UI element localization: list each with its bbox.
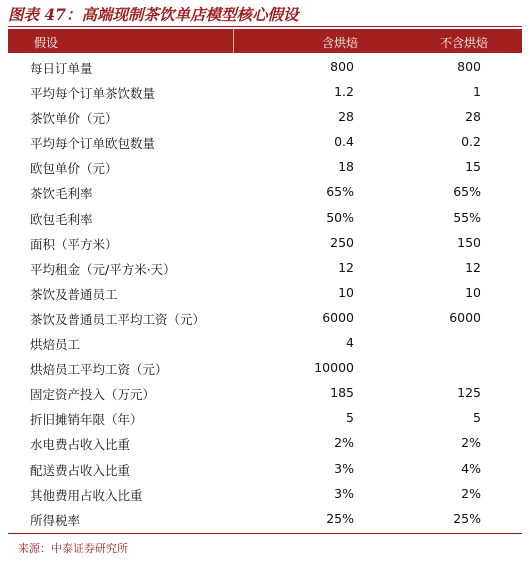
table-row (8, 129, 522, 154)
table-row (8, 205, 522, 230)
table-row (8, 280, 522, 305)
with-bakery-value-cell: 3% (334, 485, 354, 501)
with-bakery-value-cell: 12 (338, 259, 354, 275)
assumption-name-cell: 平均每个订单欧包数量 (30, 136, 156, 152)
table-row (8, 430, 522, 455)
table-body (8, 54, 522, 531)
table-row (8, 255, 522, 280)
with-bakery-value-cell: 2% (334, 435, 354, 451)
table-row (8, 305, 522, 330)
table-row (8, 330, 522, 355)
without-bakery-value-cell: 65% (453, 184, 481, 200)
source-note: 来源：中泰证券研究所 (18, 542, 128, 555)
with-bakery-value-cell: 250 (330, 234, 354, 250)
table-row (8, 54, 522, 79)
table-header (8, 29, 522, 53)
with-bakery-value-cell: 1.2 (334, 84, 354, 100)
header-with-bakery: 含烘焙 (321, 36, 358, 50)
without-bakery-value-cell: 150 (457, 234, 481, 250)
assumption-name-cell: 烘焙员工 (30, 337, 81, 353)
without-bakery-value-cell: 25% (453, 510, 481, 526)
without-bakery-value-cell: 55% (453, 209, 481, 225)
without-bakery-value-cell: 15 (465, 159, 481, 175)
without-bakery-value-cell: 0.2 (461, 134, 481, 150)
with-bakery-value-cell: 185 (330, 385, 354, 401)
table-row (8, 179, 522, 204)
without-bakery-value-cell: 10 (465, 284, 481, 300)
without-bakery-value-cell: 6000 (449, 309, 481, 325)
with-bakery-value-cell: 18 (338, 159, 354, 175)
figure-title: 图表 47：高端现制茶饮单店模型核心假设 (8, 5, 299, 24)
header-assumption: 假设 (34, 36, 59, 50)
header-divider (233, 29, 234, 53)
table-row (8, 380, 522, 405)
table-row (8, 104, 522, 129)
header-without-bakery: 不含烘焙 (439, 36, 488, 50)
assumption-name-cell: 平均每个订单茶饮数量 (30, 86, 156, 102)
assumption-name-cell: 面积（平方米） (30, 236, 118, 252)
table-row (8, 355, 522, 380)
with-bakery-value-cell: 65% (326, 184, 354, 200)
with-bakery-value-cell: 3% (334, 460, 354, 476)
assumption-name-cell: 欧包毛利率 (30, 211, 93, 227)
table-bottom-divider (8, 533, 522, 534)
without-bakery-value-cell: 4% (461, 460, 481, 476)
assumption-name-cell: 配送费占收入比重 (30, 462, 131, 478)
with-bakery-value-cell: 25% (326, 510, 354, 526)
without-bakery-value-cell: 125 (457, 385, 481, 401)
assumption-name-cell: 茶饮单价（元） (30, 111, 118, 127)
assumption-name-cell: 烘焙员工平均工资（元） (30, 362, 168, 378)
with-bakery-value-cell: 6000 (322, 309, 354, 325)
table-row (8, 481, 522, 506)
with-bakery-value-cell: 10000 (314, 360, 354, 376)
without-bakery-value-cell: 1 (473, 84, 481, 100)
with-bakery-value-cell: 28 (338, 109, 354, 125)
without-bakery-value-cell: 2% (461, 485, 481, 501)
table-row (8, 456, 522, 481)
without-bakery-value-cell: 5 (473, 410, 481, 426)
with-bakery-value-cell: 50% (326, 209, 354, 225)
assumption-name-cell: 茶饮及普通员工平均工资（元） (30, 311, 206, 327)
assumption-name-cell: 水电费占收入比重 (30, 437, 131, 453)
assumption-name-cell: 欧包单价（元） (30, 161, 118, 177)
with-bakery-value-cell: 800 (330, 59, 354, 74)
assumption-name-cell: 所得税率 (30, 512, 81, 528)
without-bakery-value-cell: 28 (465, 109, 481, 125)
assumption-name-cell: 每日订单量 (30, 61, 93, 76)
table-row (8, 79, 522, 104)
assumption-name-cell: 茶饮及普通员工 (30, 286, 118, 302)
with-bakery-value-cell: 5 (346, 410, 354, 426)
title-divider (8, 26, 522, 27)
with-bakery-value-cell: 10 (338, 284, 354, 300)
table-row (8, 230, 522, 255)
assumption-name-cell: 固定资产投入（万元） (30, 387, 156, 403)
with-bakery-value-cell: 4 (346, 335, 354, 351)
table-row (8, 154, 522, 179)
table-row (8, 506, 522, 531)
assumption-name-cell: 折旧摊销年限（年） (30, 412, 143, 428)
without-bakery-value-cell: 800 (457, 59, 481, 74)
assumption-name-cell: 其他费用占收入比重 (30, 487, 143, 503)
assumption-name-cell: 平均租金（元/平方米·天） (30, 261, 176, 277)
without-bakery-value-cell: 12 (465, 259, 481, 275)
with-bakery-value-cell: 0.4 (334, 134, 354, 150)
assumption-name-cell: 茶饮毛利率 (30, 186, 93, 202)
without-bakery-value-cell: 2% (461, 435, 481, 451)
table-row (8, 405, 522, 430)
